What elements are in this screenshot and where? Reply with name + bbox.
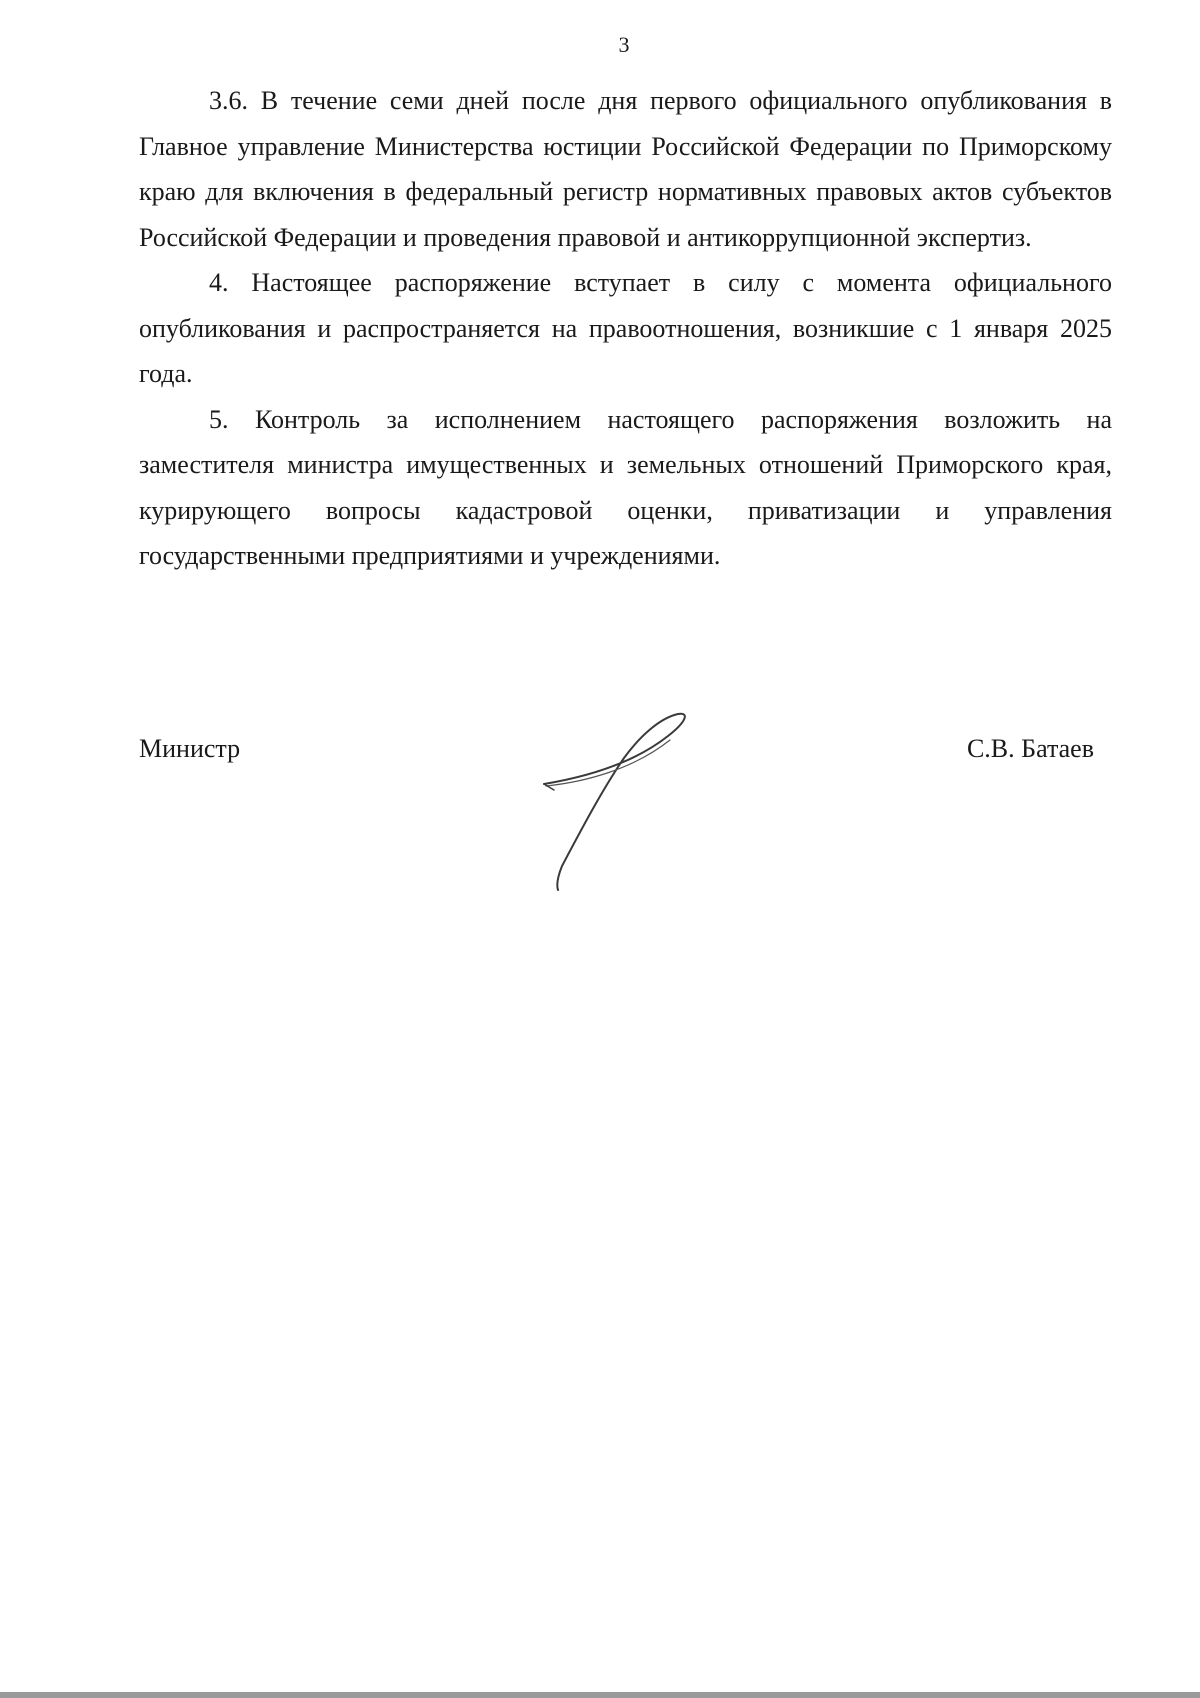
document-body bbox=[139, 78, 1112, 579]
signatory-name: С.В. Батаев bbox=[966, 734, 1094, 763]
paragraph-3-6: 3.6. В течение семи дней после дня первого официального опубликования в Главное управление Министерства юстиции Российской Федерации по Приморскому краю для включения в федеральный регистр нормативных правовых актов субъектов Российской Федерации и проведения правовой и антикоррупционной экспертиз. bbox=[139, 86, 1112, 252]
paragraph-4: 4. Настоящее распоряжение вступает в силу с момента официального опубликования и распространяется на правоотношения, возникшие с 1 января 2025 года. bbox=[139, 268, 1112, 388]
page-number: 3 bbox=[618, 32, 630, 57]
signature-stroke-upper bbox=[544, 714, 685, 890]
page-bottom-edge bbox=[0, 1692, 1200, 1698]
paragraph-5: 5. Контроль за исполнением настоящего распоряжения возложить на заместителя министра имущественных и земельных отношений Приморского края, курирующего вопросы кадастровой оценки, приватизации и управления государственными предприятиями и учреждениями. bbox=[139, 404, 1112, 570]
handwritten-signature bbox=[540, 706, 720, 896]
signatory-title: Министр bbox=[139, 734, 241, 763]
